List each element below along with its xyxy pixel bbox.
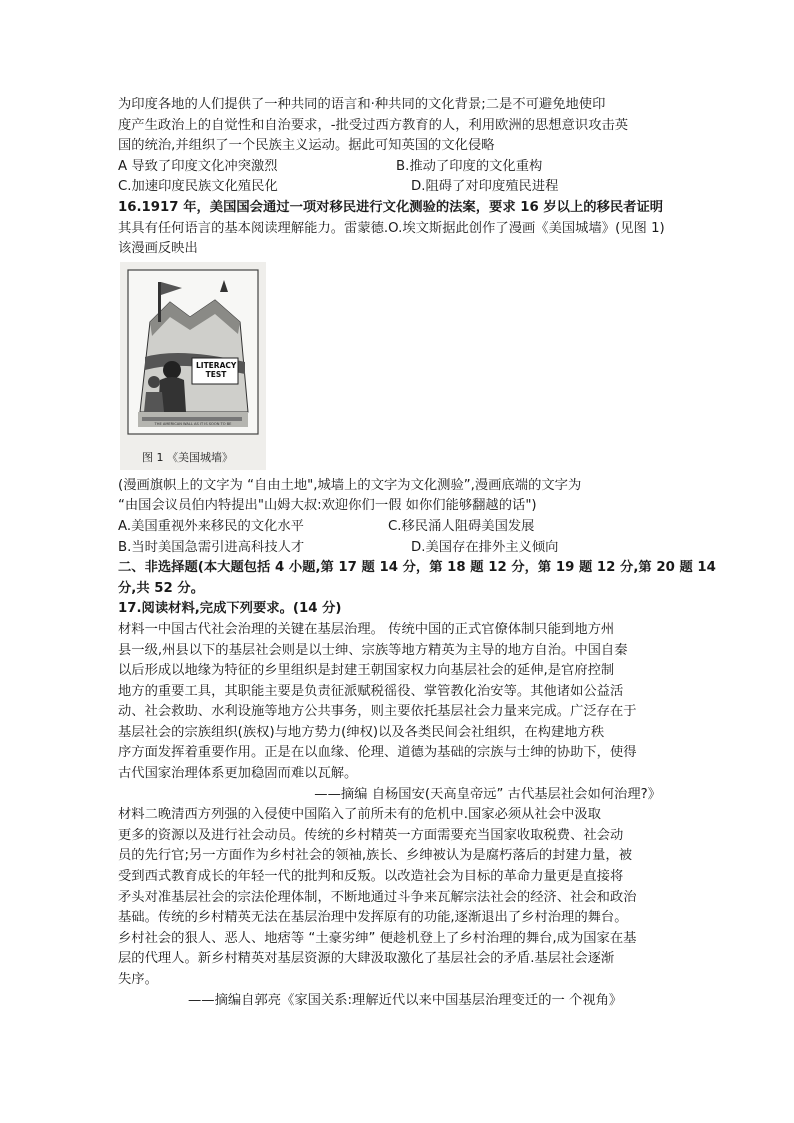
figure-1 [120, 262, 683, 474]
material-1-source: ——摘编 自杨国安(天高皇帝远” 古代基层社会如何治理?》 [314, 786, 661, 802]
q16-note [118, 476, 683, 517]
material-2-line-1: 材料二晚清西方列强的入侵使中国陷入了前所未有的危机中.国家必须从社会中汲取 [118, 807, 601, 823]
q16-stem [118, 198, 683, 260]
material-2-line-4: 受到西式教育成长的年轻一代的批判和反叛。以改造社会为目标的革命力量更是直接将 [118, 869, 624, 885]
material-2-line-7: 乡村社会的狠人、恶人、地痞等 “土豪劣绅” 便趁机登上了乡村治理的舞台,成为国家在基 [118, 930, 637, 946]
material-1-line-3: 以后形成以地缘为特征的乡里组织是封建王朝国家权力向基层社会的延伸,是官府控制 [118, 663, 615, 679]
material-1-line-4: 地方的重要工具，其职能主要是负责征派赋税徭役、掌管教化治安等。其他诸如公益活 [118, 683, 624, 699]
q15-options-row-2 [118, 177, 683, 198]
q16-line-3: 该漫画反映出 [118, 241, 198, 257]
q15-stem [118, 95, 683, 157]
q15-line-2: 度产生政治上的自觉性和自治要求，-批受过西方教育的人，利用欧洲的思想意识攻击英 [118, 117, 629, 133]
q17-material-1 [118, 620, 683, 805]
q15-options-row-1 [118, 157, 683, 178]
q16-line-1: 16.1917 年，美国国会通过一项对移民进行文化测验的法案，要求 16 岁以上的移民者证明 [118, 199, 664, 215]
section-2-heading [118, 558, 716, 599]
material-2-line-5: 矛头对准基层社会的宗法伦理体制，不断地通过斗争来瓦解宗法社会的经济、社会和政治 [118, 889, 637, 905]
q16-option-c[interactable]: C.移民涌人阻碍美国发展 [388, 518, 535, 534]
material-1-line-8: 古代国家治理体系更加稳固而难以瓦解。 [118, 766, 358, 782]
q15-line-3: 国的统治,并组织了一个民族主义运动。据此可知英国的文化侵略 [118, 138, 495, 154]
section-2-line-2: 分,共 52 分。 [118, 580, 205, 596]
q15-option-a[interactable]: A 导致了印度文化冲突激烈 [118, 158, 278, 174]
cartoon-drawing [120, 262, 266, 470]
material-1-line-6: 基层社会的宗族组织(族权)与地方势力(绅权)以及各类民间会社组织，在构建地方秩 [118, 724, 605, 740]
material-2-source: ——摘编自郭亮《家国关系:理解近代以来中国基层治理变迁的一 个视角》 [188, 992, 623, 1008]
material-2-line-6: 基础。传统的乡村精英无法在基层治理中发挥原有的功能,逐渐退出了乡村治理的舞台。 [118, 910, 628, 926]
q16-options-row-2 [118, 538, 683, 559]
q15-option-d[interactable]: D.阻碍了对印度殖民进程 [411, 179, 559, 195]
q17-heading: 17.阅读材料,完成下列要求。(14 分) [118, 601, 342, 617]
exam-page [118, 95, 716, 1011]
material-2-line-9: 失序。 [118, 972, 158, 987]
material-1-line-5: 动、社会救助、水利设施等地方公共事务，则主要依托基层社会力量来完成。广泛存在于 [118, 704, 637, 720]
q16-line-2: 其具有任何语言的基本阅读理解能力。雷蒙德.O.埃文斯据此创作了漫画《美国城墙》(见图 1) [118, 220, 665, 236]
q16-options-row-1 [118, 517, 683, 538]
material-1-line-1: 材料一中国古代社会治理的关键在基层治理。 传统中国的正式官僚体制只能到地方州 [118, 621, 615, 637]
material-1-line-7: 序方面发挥着重要作用。正是在以血缘、伦理、道德为基础的宗族与士绅的协助下，使得 [118, 745, 637, 761]
material-1-line-2: 县一级,州县以下的基层社会则是以士绅、宗族等地方精英为主导的地方自治。中国自秦 [118, 642, 628, 658]
q16-note-line-1: (漫画旗帜上的文字为 “自由土地",城墙上的文字为文化测验”,漫画底端的文字为 [118, 477, 582, 493]
q16-note-line-2: “由国会议员伯内特提出"山姆大叔:欢迎你们一假 如你们能够翻越的话") [118, 498, 537, 514]
q16-option-b[interactable]: B.当时美国急需引进高科技人才 [118, 539, 305, 555]
cartoon-sign-text: LITERACY TEST [196, 360, 237, 379]
material-2-line-8: 层的代理人。新乡村精英对基层资源的大肆汲取激化了基层社会的矛盾.基层社会逐渐 [118, 951, 615, 967]
cartoon-bottom-text: THE AMERICAN WALL AS IT IS SOON TO BE [154, 421, 232, 426]
cartoon-image [120, 262, 266, 470]
q15-option-b[interactable]: B.推动了印度的文化重构 [396, 158, 543, 174]
q16-option-a[interactable]: A.美国重视外来移民的文化水平 [118, 518, 304, 534]
material-2-line-2: 更多的资源以及进行社会动员。传统的乡村精英一方面需要充当国家收取税费、社会动 [118, 827, 624, 843]
q15-option-c[interactable]: C.加速印度民族文化殖民化 [118, 179, 278, 195]
material-2-line-3: 员的先行官;另一方面作为乡村社会的领袖,族长、乡绅被认为是腐朽落后的封建力量，被 [118, 848, 632, 864]
q15-line-1: 为印度各地的人们提供了一种共同的语言和·种共同的文化背景;二是不可避免地使印 [118, 97, 606, 112]
q17-material-2 [118, 805, 683, 1011]
section-2-line-1: 二、非选择题(本大题包括 4 小题,第 17 题 14 分，第 18 题 12 分，第 19 题 12 分,第 20 题 14 [118, 560, 716, 576]
figure-caption: 图 1 《美国城墙》 [142, 450, 233, 464]
q16-option-d[interactable]: D.美国存在排外主义倾向 [411, 539, 559, 555]
